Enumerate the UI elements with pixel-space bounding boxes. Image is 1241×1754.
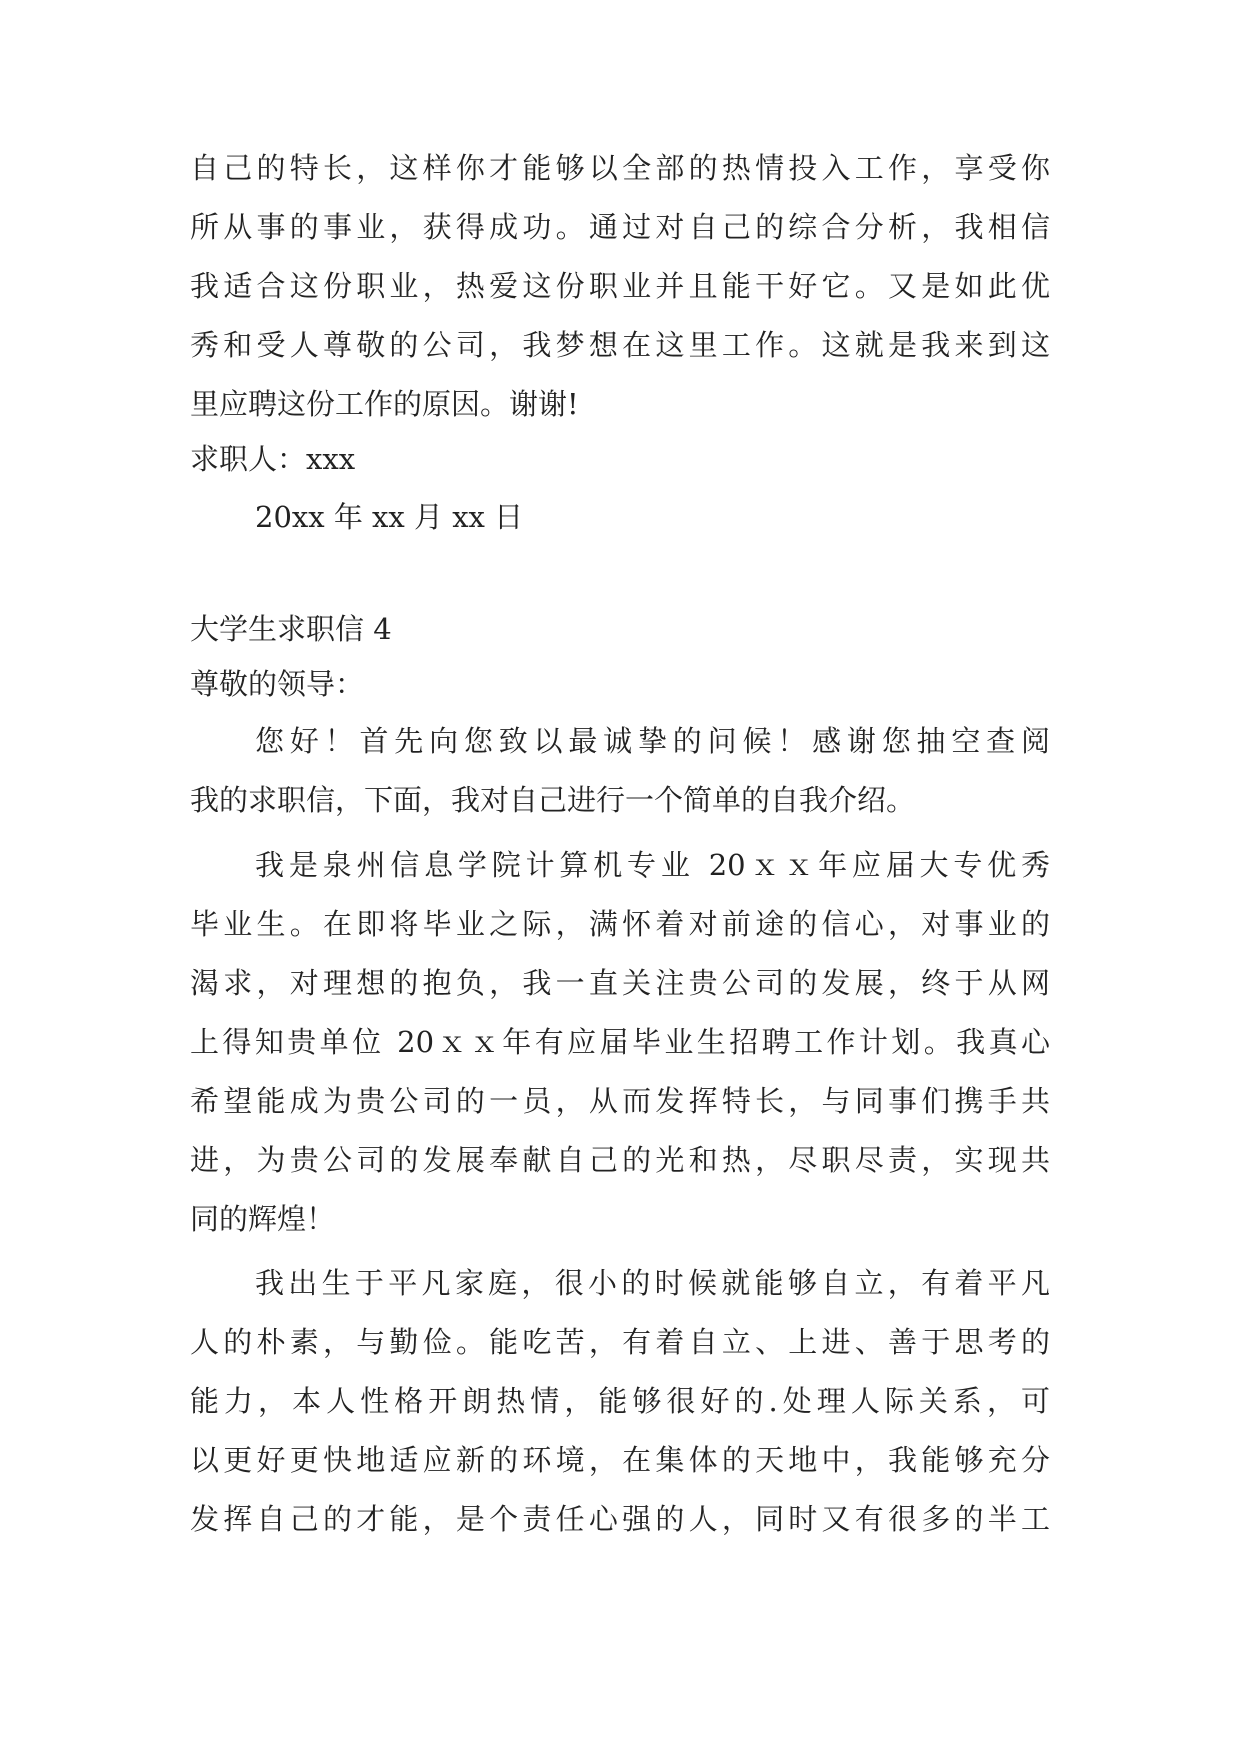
text-line: 我出生于平凡家庭，很小的时候就能够自立，有着平凡 [255,1266,1050,1300]
text-line: 我的求职信，下面，我对自己进行一个简单的自我介绍。 [190,783,916,817]
text-line: 您好！首先向您致以最诚挚的问候！感谢您抽空查阅 [255,724,1050,758]
text-line: 上得知贵单位 20ｘｘ年有应届毕业生招聘工作计划。我真心 [190,1025,1050,1059]
signature: 求职人：xxx [190,442,356,476]
text-line: 能力，本人性格开朗热情，能够很好的.处理人际关系，可 [190,1384,1050,1418]
text-line: 人的朴素，与勤俭。能吃苦，有着自立、上进、善于思考的 [190,1325,1050,1359]
text-line: 毕业生。在即将毕业之际，满怀着对前途的信心，对事业的 [190,907,1050,941]
text-line: 希望能成为贵公司的一员，从而发挥特长，与同事们携手共 [190,1084,1050,1118]
text-line: 以更好更快地适应新的环境，在集体的天地中，我能够充分 [190,1443,1050,1477]
letter-date: 20xx 年 xx 月 xx 日 [255,500,524,534]
salutation: 尊敬的领导： [190,667,365,701]
text-line: 进，为贵公司的发展奉献自己的光和热，尽职尽责，实现共 [190,1143,1050,1177]
text-line: 我适合这份职业，热爱这份职业并且能干好它。又是如此优 [190,269,1050,303]
text-line: 自己的特长，这样你才能够以全部的热情投入工作，享受你 [190,151,1050,185]
text-line: 所从事的事业，获得成功。通过对自己的综合分析，我相信 [190,210,1050,244]
text-line: 我是泉州信息学院计算机专业 20ｘｘ年应届大专优秀 [255,848,1050,882]
text-line: 秀和受人尊敬的公司，我梦想在这里工作。这就是我来到这 [190,328,1050,362]
text-line: 发挥自己的才能，是个责任心强的人，同时又有很多的半工 [190,1502,1050,1536]
text-line: 渴求，对理想的抱负，我一直关注贵公司的发展，终于从网 [190,966,1050,1000]
section-title: 大学生求职信 4 [190,612,392,646]
text-line: 里应聘这份工作的原因。谢谢! [190,387,579,421]
text-line: 同的辉煌！ [190,1202,336,1236]
